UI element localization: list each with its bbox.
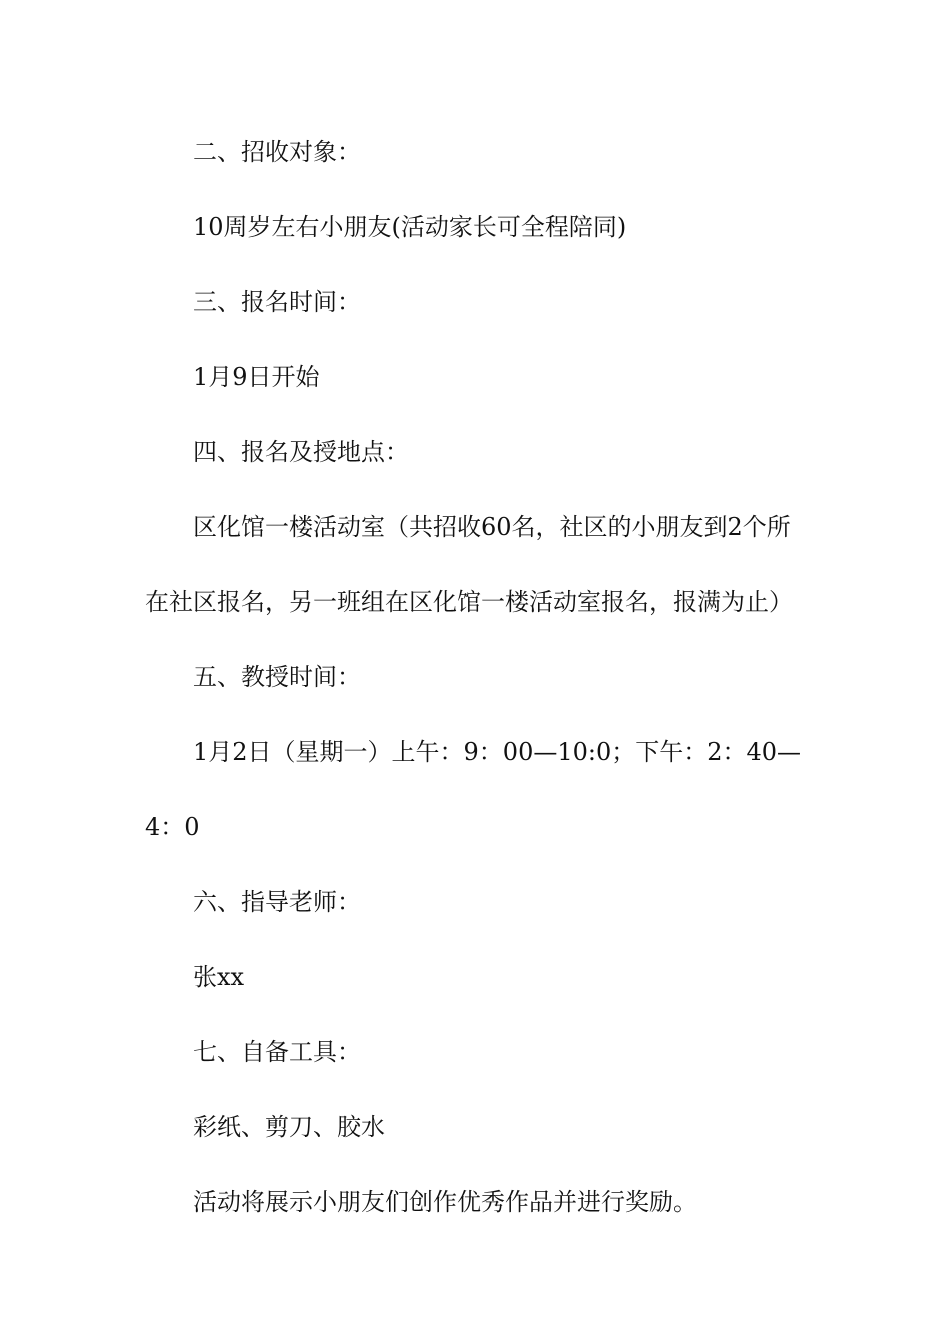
paragraph-recruit-target: 10周岁左右小朋友(活动家长可全程陪同) <box>193 213 627 241</box>
paragraph-instructor: 张xx <box>193 963 245 991</box>
paragraph-registration-time: 1月9日开始 <box>193 363 320 391</box>
section-heading-tools: 七、自备工具： <box>193 1038 361 1066</box>
paragraph-closing-note: 活动将展示小朋友们创作优秀作品并进行奖励。 <box>193 1188 697 1216</box>
section-heading-registration-time: 三、报名时间： <box>193 288 361 316</box>
section-heading-teaching-time: 五、教授时间： <box>193 663 361 691</box>
section-heading-recruit-target: 二、招收对象： <box>193 138 361 166</box>
paragraph-tools: 彩纸、剪刀、胶水 <box>193 1113 385 1141</box>
section-heading-instructor: 六、指导老师： <box>193 888 361 916</box>
paragraph-location-line-1: 区化馆一楼活动室（共招收60名，社区的小朋友到2个所 <box>193 513 791 541</box>
paragraph-location-line-2: 在社区报名，另一班组在区化馆一楼活动室报名，报满为止） <box>145 588 793 616</box>
section-heading-location: 四、报名及授地点： <box>193 438 409 466</box>
paragraph-teaching-time-line-2: 4：0 <box>145 813 200 841</box>
paragraph-teaching-time-line-1: 1月2日（星期一）上午：9：00—10:0；下午：2：40— <box>193 738 802 766</box>
